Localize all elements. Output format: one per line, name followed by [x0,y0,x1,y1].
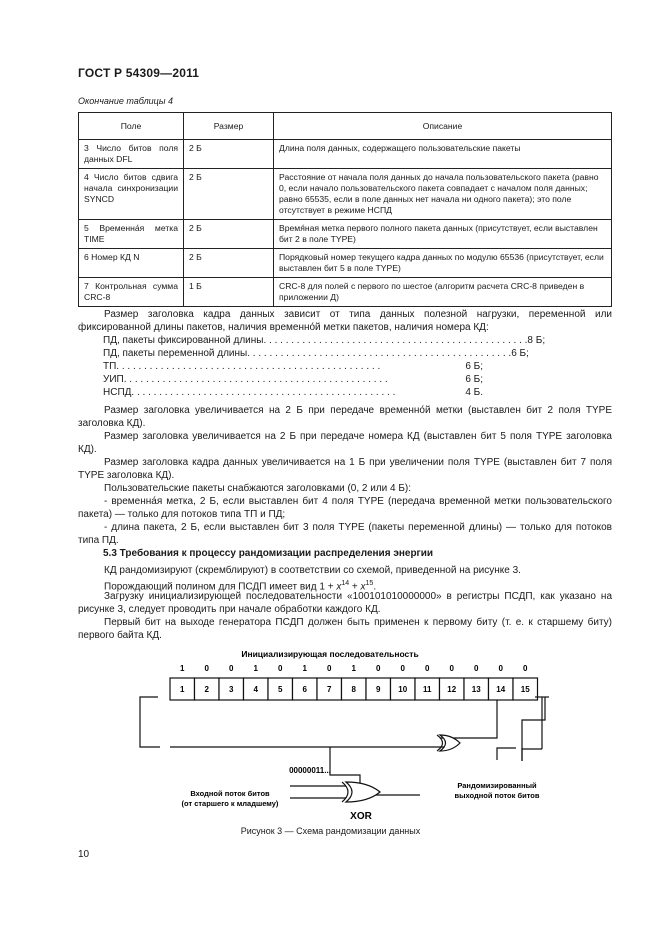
init-bit: 1 [302,664,307,673]
randomizer-diagram [0,645,661,825]
register-label: 3 [229,685,234,694]
cell-field: 6 Номер КД N [79,249,184,278]
register-label: 15 [520,685,530,694]
column-header-description: Описание [274,113,612,140]
cell-description: CRC-8 для полей с первого по шестое (алгоритм расчета CRC-8 приведен в приложении Д) [274,278,612,307]
register-label: 4 [253,685,258,694]
init-bit: 0 [523,664,528,673]
table-row [79,140,612,169]
register-label: 8 [351,685,356,694]
register-label: 9 [376,685,381,694]
shift-register [170,678,538,700]
header-size-list [103,334,546,399]
register-label: 6 [302,685,307,694]
paragraph-header-size: Размер заголовка кадра данных зависит от типа данных полезной нагрузки, переменной или фиксированной длины пакетов, наличия временно́й метки пакетов, наличия номера КД: [78,309,612,333]
paragraph-user-packets: Пользовательские пакеты снабжаются заголовками (0, 2 или 4 Б): [104,483,412,494]
table-row [79,278,612,307]
paragraph-scramble: КД рандомизируют (скремблируют) в соответствии со схемой, приведенной на рисунке 3. [104,565,521,576]
register-label: 1 [180,685,185,694]
figure-title: Инициализирующая последовательность [241,649,419,659]
init-bit: 0 [400,664,405,673]
list-item: ПД, пакеты фиксированной длины . . . . . . . . . . . . . . . . . . . . . . . . . . . . . . . . . . . . . . . . . . . . . . . . 8 Б; [103,335,546,346]
init-bit: 0 [474,664,479,673]
output-label: Рандомизированный [457,781,537,790]
register-label: 13 [471,685,481,694]
cell-field: 4 Число битов сдвига начала синхронизации SYNCD [79,169,184,220]
init-bit: 0 [376,664,381,673]
cell-size: 2 Б [184,220,274,249]
register-label: 11 [423,685,432,694]
register-label: 14 [496,685,506,694]
section-title: 5.3 Требования к процессу рандомизации распределения энергии [103,548,434,559]
cell-description: Порядковый номер текущего кадра данных по модулю 65536 (присутствует, если выставлен бит 5 в поле TYPE) [274,249,612,278]
paragraph-type-field: Размер заголовка кадра данных увеличивается на 1 Б при увеличении поля TYPE (выставлен бит 7 поля TYPE заголовка КД). [78,457,612,481]
table-4 [78,112,612,307]
list-item: ПД, пакеты переменной длины . . . . . . . . . . . . . . . . . . . . . . . . . . . . . . . . . . . . . . . . . . . . . . . . 6 Б; [103,348,529,359]
cell-description: Время́ная метка первого полного пакета данных (присутствует, если выставлен бит 2 в поле TYPE) [274,220,612,249]
page-number: 10 [78,849,90,860]
cell-size: 1 Б [184,278,274,307]
xor-label: XOR [350,811,372,822]
cell-field: 5 Временна́я метка TIME [79,220,184,249]
feedback-to-xor [330,747,360,783]
column-header-size: Размер [184,113,274,140]
register-label: 2 [204,685,209,694]
table-row [79,220,612,249]
list-item: УИП . . . . . . . . . . . . . . . . . . . . . . . . . . . . . . . . . . . . . . . . . . . . . . . . 6 Б; [103,374,483,385]
sequence-label: 00000011... [289,766,331,775]
cell-description: Расстояние от начала поля данных до начала пользовательского пакета (равно 0, если начало пользовательского пакета совпадает с началом поля данных; равно 65535, если в поле данных нет начала ни одного пакета); это поле отсутствует в режиме НСПД [274,169,612,220]
init-bit: 1 [253,664,258,673]
cell-description: Длина поля данных, содержащего пользовательские пакеты [274,140,612,169]
init-bit: 0 [498,664,503,673]
cell-size: 2 Б [184,249,274,278]
table-row [79,169,612,220]
cell-field: 7 Контрольная сумма CRC-8 [79,278,184,307]
figure-caption: Рисунок 3 — Схема рандомизации данных [240,826,421,836]
register-label: 10 [398,685,408,694]
output-label: выходной поток битов [454,791,540,800]
register-label: 5 [278,685,283,694]
paragraph-timestamp-item: - временна́я метка, 2 Б, если выставлен бит 4 поля TYPE (передача временной метки пользовательского пакета) — только для потоков типа ТП и ПД; [78,496,612,520]
register-label: 7 [327,685,332,694]
cell-field: 3 Число битов поля данных DFL [79,140,184,169]
init-bit: 0 [204,664,209,673]
init-bit: 0 [327,664,332,673]
register-label: 12 [447,685,457,694]
paragraph-init-sequence: Загрузку инициализирующей последовательности «100101010000000» в регистры ПСДП, как указано на рисунке 3, следует проводить при начале обработки каждого КД. [78,591,612,615]
table-header-row [79,113,612,140]
table-row [79,249,612,278]
init-bit: 1 [180,664,185,673]
input-label: Входной поток битов [190,789,270,798]
cell-size: 2 Б [184,169,274,220]
column-header-field: Поле [79,113,184,140]
input-label: (от старшего к младшему) [181,799,279,808]
init-bit: 0 [229,664,234,673]
list-item: ТП . . . . . . . . . . . . . . . . . . . . . . . . . . . . . . . . . . . . . . . . . . . . . . . . 6 Б; [103,361,483,372]
table-caption: Окончание таблицы 4 [78,96,173,106]
init-bit: 0 [425,664,430,673]
paragraph-polynomial: Порождающий полином для ПСДП имеет вид $1 + x^{14} + x^{15}$. [104,580,377,593]
paragraph-frame-number: Размер заголовка увеличивается на 2 Б при передаче номера КД (выставлен бит 5 поля TYPE заголовка КД). [78,431,612,455]
init-bit: 1 [351,664,356,673]
init-bit: 0 [449,664,454,673]
init-bit: 0 [278,664,283,673]
init-bits-row [180,664,528,673]
document-header: ГОСТ Р 54309—2011 [78,66,200,80]
paragraph-length-item: - длина пакета, 2 Б, если выставлен бит 3 поля TYPE (пакеты переменной длины) — только для потоков типа ПД. [78,522,612,546]
paragraph-first-bit: Первый бит на выходе генератора ПСДП должен быть применен к первому биту (т. е. к старшему биту) первого байта КД. [78,617,612,641]
cell-size: 2 Б [184,140,274,169]
list-item: НСПД . . . . . . . . . . . . . . . . . . . . . . . . . . . . . . . . . . . . . . . . . . . . . . . . 4 Б. [103,387,483,398]
xor-gate-lower [342,782,380,802]
paragraph-time-stamp: Размер заголовка увеличивается на 2 Б при передаче временно́й метки (выставлен бит 2 поля TYPE заголовка КД). [78,405,612,429]
